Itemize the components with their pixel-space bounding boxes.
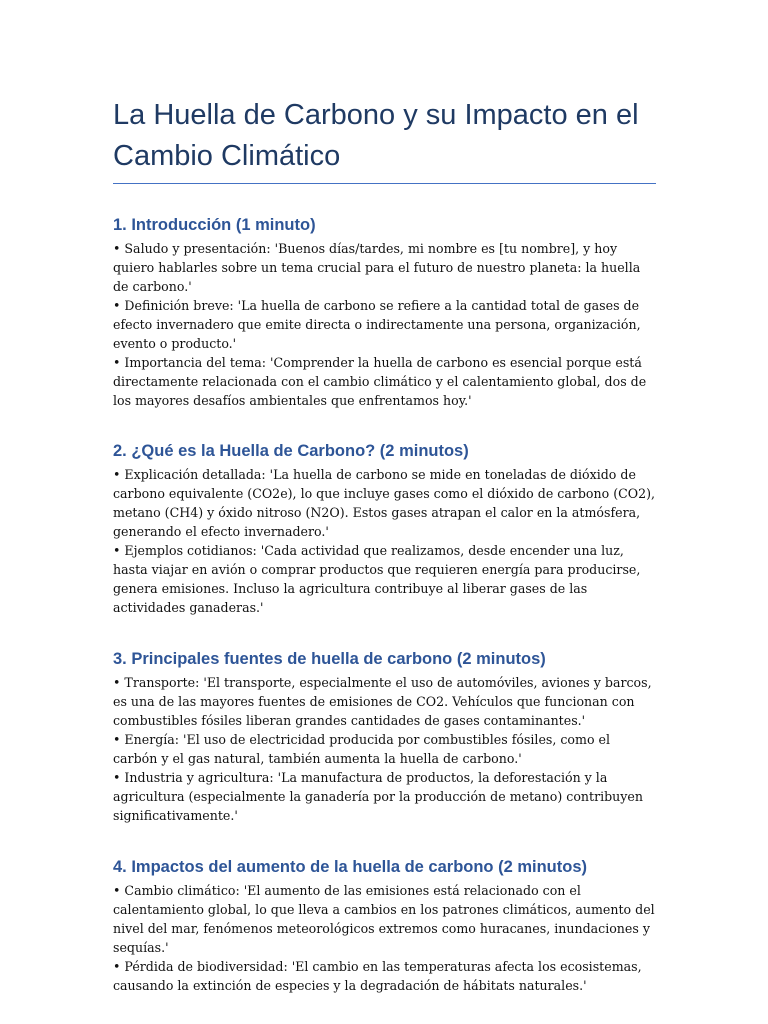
bullet-item: • Pérdida de biodiversidad: 'El cambio en las temperaturas afecta los ecosistemas, causando la extinción de especies y la degradación de hábitats naturales.': [113, 959, 642, 993]
bullet-item: • Energía: 'El uso de electricidad producida por combustibles fósiles, como el carbón y el gas natural, también aumenta la huella de carbono.': [113, 732, 611, 766]
bullet-item: • Cambio climático: 'El aumento de las emisiones está relacionado con el calentamiento global, lo que lleva a cambios en los patrones climáticos, aumento del nivel del mar, fenómenos meteorológicos extremos como huracanes, inundaciones y sequías.': [113, 883, 655, 955]
section-body: [113, 239, 656, 410]
section-body: [113, 673, 656, 825]
bullet-item: • Ejemplos cotidianos: 'Cada actividad que realizamos, desde encender una luz, hasta viajar en avión o comprar productos que requieren energía para producirse, genera emisiones. Incluso la agricultura contribuye al liberar gases de las actividades ganaderas.': [113, 543, 641, 615]
bullet-item: • Industria y agricultura: 'La manufactura de productos, la deforestación y la agricultura (especialmente la ganadería por la producción de metano) contribuyen significativamente.': [113, 770, 643, 823]
section-body: [113, 881, 656, 995]
bullet-item: • Transporte: 'El transporte, especialmente el uso de automóviles, aviones y barcos, es una de las mayores fuentes de emisiones de CO2. Vehículos que funcionan con combustibles fósiles liberan grandes cantidades de gases contaminantes.': [113, 675, 652, 728]
bullet-item: • Importancia del tema: 'Comprender la huella de carbono es esencial porque está directamente relacionada con el cambio climático y el calentamiento global, dos de los mayores desafíos ambientales que enfrentamos hoy.': [113, 355, 647, 408]
section-introduccion: [113, 214, 656, 410]
section-heading: 3. Principales fuentes de huella de carbono (2 minutos): [113, 650, 546, 668]
bullet-item: • Saludo y presentación: 'Buenos días/tardes, mi nombre es [tu nombre], y hoy quiero hablarles sobre un tema crucial para el futuro de nuestro planeta: la huella de carbono.': [113, 241, 641, 294]
section-heading: 1. Introducción (1 minuto): [113, 216, 316, 234]
section-heading: 4. Impactos del aumento de la huella de carbono (2 minutos): [113, 858, 588, 876]
bullet-item: • Definición breve: 'La huella de carbono se refiere a la cantidad total de gases de efecto invernadero que emite directa o indirectamente una persona, organización, evento o producto.': [113, 298, 641, 351]
section-impactos: [113, 856, 656, 995]
section-fuentes: [113, 648, 656, 825]
bullet-item: • Explicación detallada: 'La huella de carbono se mide en toneladas de dióxido de carbono equivalente (CO2e), lo que incluye gases como el dióxido de carbono (CO2), metano (CH4) y óxido nitroso (N2O). Estos gases atrapan el calor en la atmósfera, generando el efecto invernadero.': [113, 467, 655, 539]
document-page: [113, 95, 656, 995]
section-body: [113, 465, 656, 617]
document-title: La Huella de Carbono y su Impacto en el Cambio Climático: [113, 95, 656, 184]
section-que-es: [113, 440, 656, 617]
section-heading: 2. ¿Qué es la Huella de Carbono? (2 minutos): [113, 442, 469, 460]
